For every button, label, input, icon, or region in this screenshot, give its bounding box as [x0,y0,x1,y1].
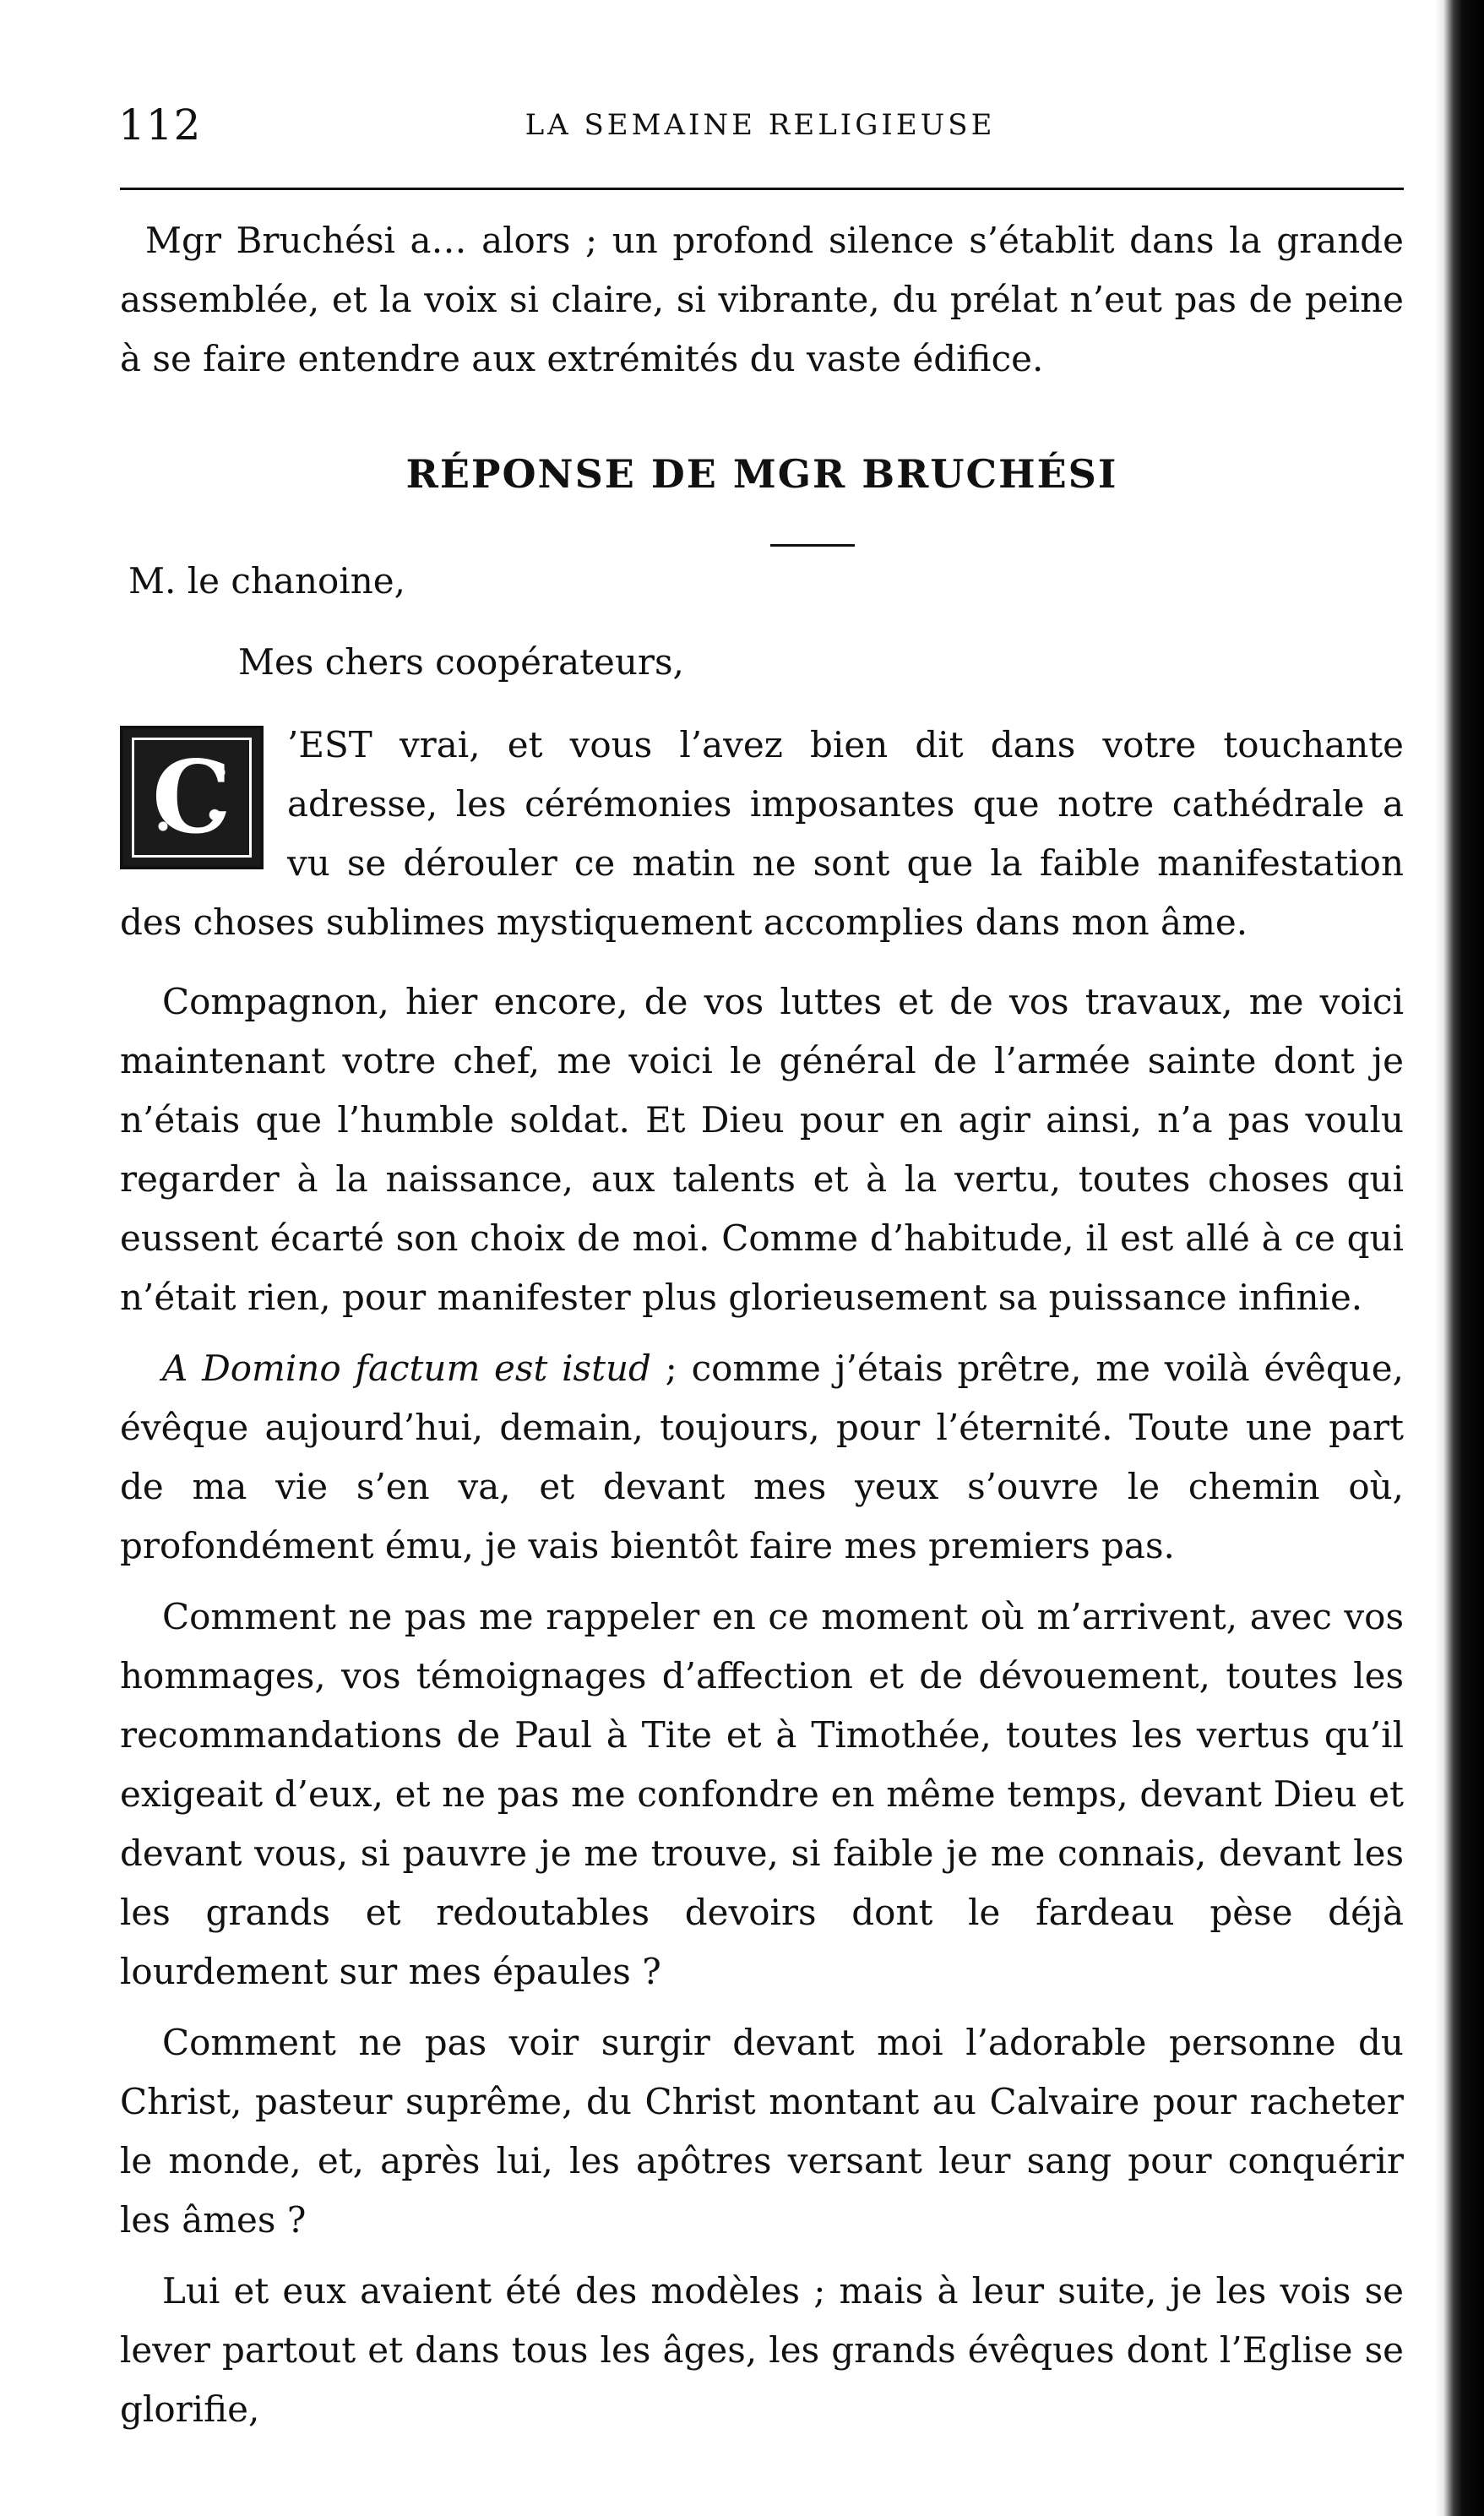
title-rule [770,544,855,547]
paragraph-compagnon: Compagnon, hier encore, de vos luttes et de vos travaux, me voici maintenant votre chef, me voici le général de l’armée sainte dont je n’étais que l’humble soldat. Et Dieu pour en agir ainsi, n’a pas voulu regarder à la naissance, aux talents et à la vertu, toutes choses qui eussent écarté son choix de moi. Comme d’habitude, il est allé à ce qui n’était rien, pour manifester plus glorieusement sa puissance infinie. [120,981,1404,1318]
scan-dark-edge [1435,0,1484,2516]
section-title: RÉPONSE DE MGR BRUCHÉSI [405,451,1118,497]
paragraph-a-domino [120,1339,1404,1576]
paragraph-a-domino-text: ; comme j’étais prêtre, me voilà évêque, évêque aujourd’hui, demain, toujours, pour l’éternité. Toute une part de ma vie s’en va, et devant mes yeux s’ouvre le chemin où, profondément ému, je vais bientôt faire mes premiers pas. [120,1348,1404,1566]
dropcap-letter: C [152,738,231,856]
paragraph-comment-rappeler: Comment ne pas me rappeler en ce moment où m’arrivent, avec vos hommages, vos témoignages d’affection et de dévouement, toutes les recommandations de Paul à Tite et à Timothée, toutes les vertus qu’il exigeait d’eux, et ne pas me confondre en même temps, devant Dieu et devant vous, si pauvre je me trouve, si faible je me connais, devant les les grands et redoutables devoirs dont le fardeau pèse déjà lourdement sur mes épaules ? [120,1596,1404,1992]
running-title: LA SEMAINE RELIGIEUSE [525,108,996,142]
salutation-cooperateurs: Mes chers coopérateurs, [238,641,684,683]
latin-quote: A Domino factum est istud [162,1348,651,1389]
paragraph-lui-et-eux: Lui et eux avaient été des modèles ; mais à leur suite, je les vois se lever partout et dans tous les âges, les grands évêques dont l’Eglise se glorifie, [120,2270,1404,2430]
page-header [118,100,1402,150]
opening-paragraph-text: ’EST vrai, et vous l’avez bien dit dans votre touchante adresse, les cérémonies imposantes que notre cathédrale a vu se dérouler ce matin ne sont que la faible manifestation des choses sublimes mystiquement accomplies dans mon âme. [120,724,1404,943]
intro-paragraph: Mgr Bruchési a… alors ; un profond silence s’établit dans la grande assemblée, et la voix si claire, si vibrante, du prélat n’eut pas de peine à se faire entendre aux extrémités du vaste édifice. [120,220,1404,379]
ornamental-initial-c-icon [120,726,264,869]
header-rule [120,188,1404,190]
paragraph-comment-voir: Comment ne pas voir surgir devant moi l’adorable personne du Christ, pasteur suprême, du Christ montant au Calvaire pour racheter le monde, et, après lui, les apôtres versant leur sang pour conquérir les âmes ? [120,2022,1404,2241]
opening-paragraph [120,716,1404,952]
page-number: 112 [118,101,202,150]
salutation-chanoine: M. le chanoine, [128,560,405,602]
page-body [120,211,1404,2439]
